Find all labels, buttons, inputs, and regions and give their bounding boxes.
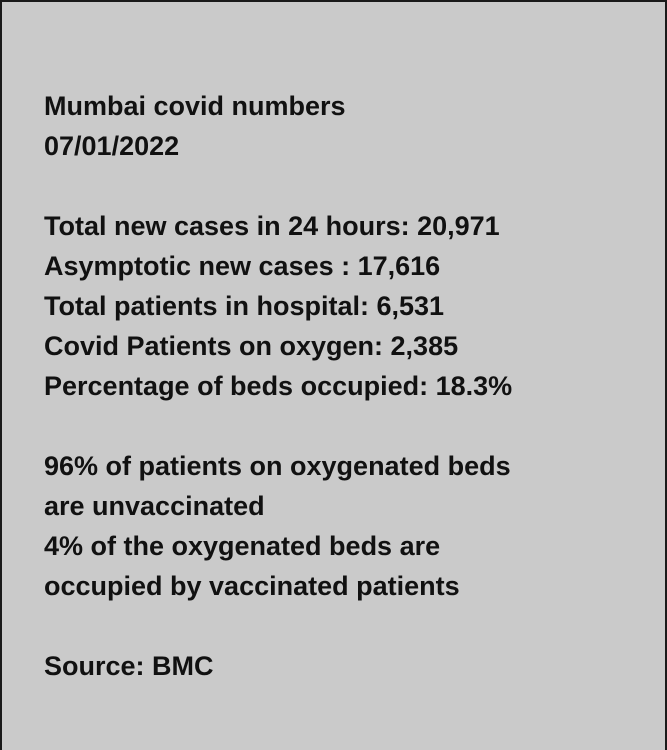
stat-hospital-patients: Total patients in hospital: 6,531 xyxy=(44,291,445,321)
note-unvaccinated-line-1: 96% of patients on oxygenated beds xyxy=(44,451,511,481)
note-vaccinated-line-2: occupied by vaccinated patients xyxy=(44,571,460,601)
left-border xyxy=(0,0,2,750)
top-border xyxy=(0,0,667,2)
stat-total-new-cases: Total new cases in 24 hours: 20,971 xyxy=(44,211,500,241)
stat-asymptomatic-cases: Asymptotic new cases : 17,616 xyxy=(44,251,441,281)
note-date: 07/01/2022 xyxy=(44,131,180,161)
source-label: Source: BMC xyxy=(44,651,214,681)
stat-oxygen-patients: Covid Patients on oxygen: 2,385 xyxy=(44,331,459,361)
spacer xyxy=(44,166,644,206)
note-vaccinated-line-1: 4% of the oxygenated beds are xyxy=(44,531,441,561)
spacer xyxy=(44,606,644,646)
stat-beds-occupied: Percentage of beds occupied: 18.3% xyxy=(44,371,513,401)
covid-numbers-note xyxy=(44,86,644,686)
note-title: Mumbai covid numbers xyxy=(44,91,346,121)
note-unvaccinated-line-2: are unvaccinated xyxy=(44,491,265,521)
spacer xyxy=(44,406,644,446)
